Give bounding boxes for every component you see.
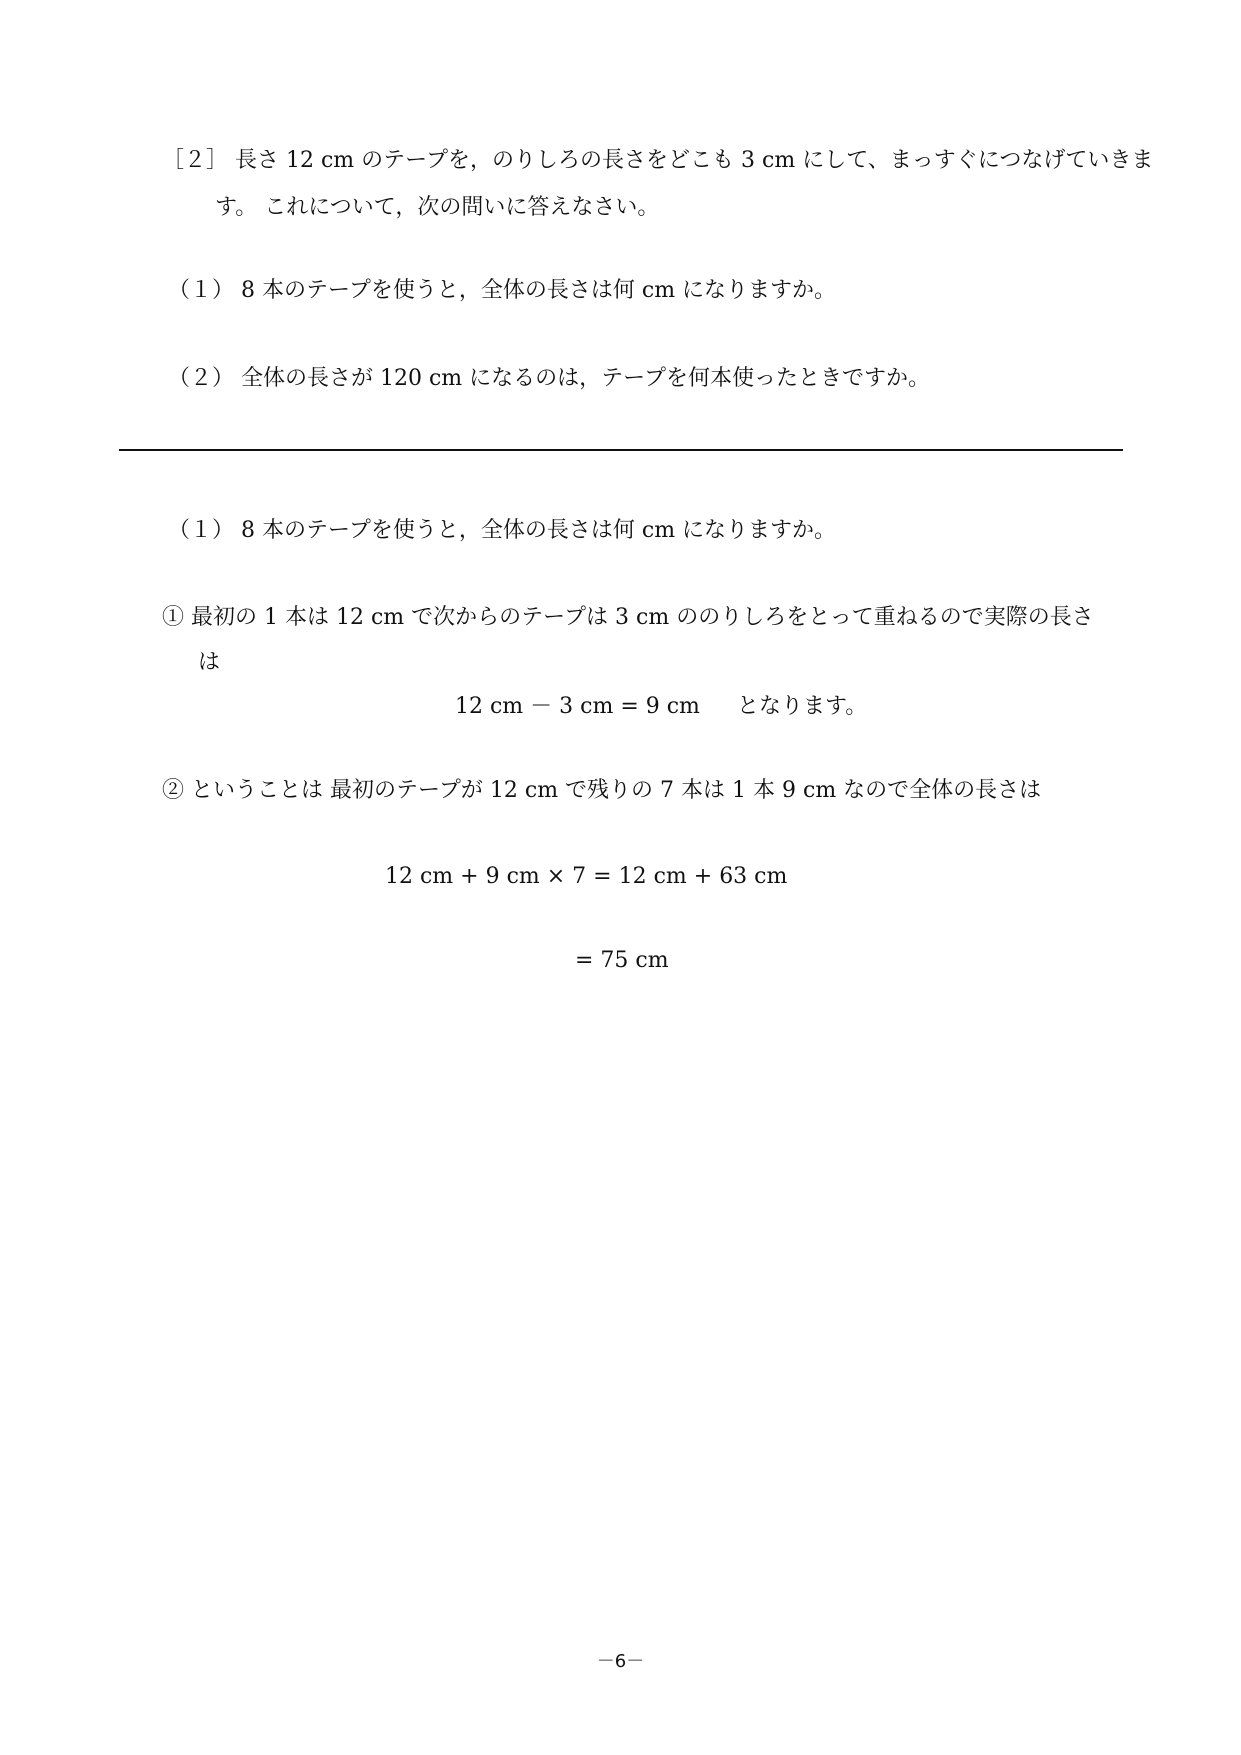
step2-text: ② ということは 最初のテープが 12 cm で残りの 7 本は 1 本 9 cm なので全体の長さは [162,778,1042,803]
step1-line2: は [198,650,221,675]
page-number: －6－ [596,1651,645,1672]
step1-equation: 12 cm － 3 cm = 9 cm [455,694,700,719]
question-2: （２） 全体の長さが 120 cm になるのは，テープを何本使ったときですか。 [168,366,931,391]
step1-line1: ① 最初の 1 本は 12 cm で次からのテープは 3 cm ののりしろをとって重ねるので実際の長さ [162,605,1094,630]
solution-question-1: （１） 8 本のテープを使うと，全体の長さは何 cm になりますか。 [168,518,837,543]
problem-intro-line1: ［２］ 長さ 12 cm のテープを，のりしろの長さをどこも 3 cm にして、まっすぐにつなげていきま [162,148,1154,173]
step2-equation-1: 12 cm + 9 cm × 7 = 12 cm + 63 cm [385,864,788,889]
problem-intro-line2: す。 これについて，次の問いに答えなさい。 [215,195,660,220]
step2-equation-2: = 75 cm [575,948,669,973]
step1-equation-suffix: となります。 [737,694,868,719]
section-divider [119,449,1123,451]
question-1: （１） 8 本のテープを使うと，全体の長さは何 cm になりますか。 [168,278,837,303]
